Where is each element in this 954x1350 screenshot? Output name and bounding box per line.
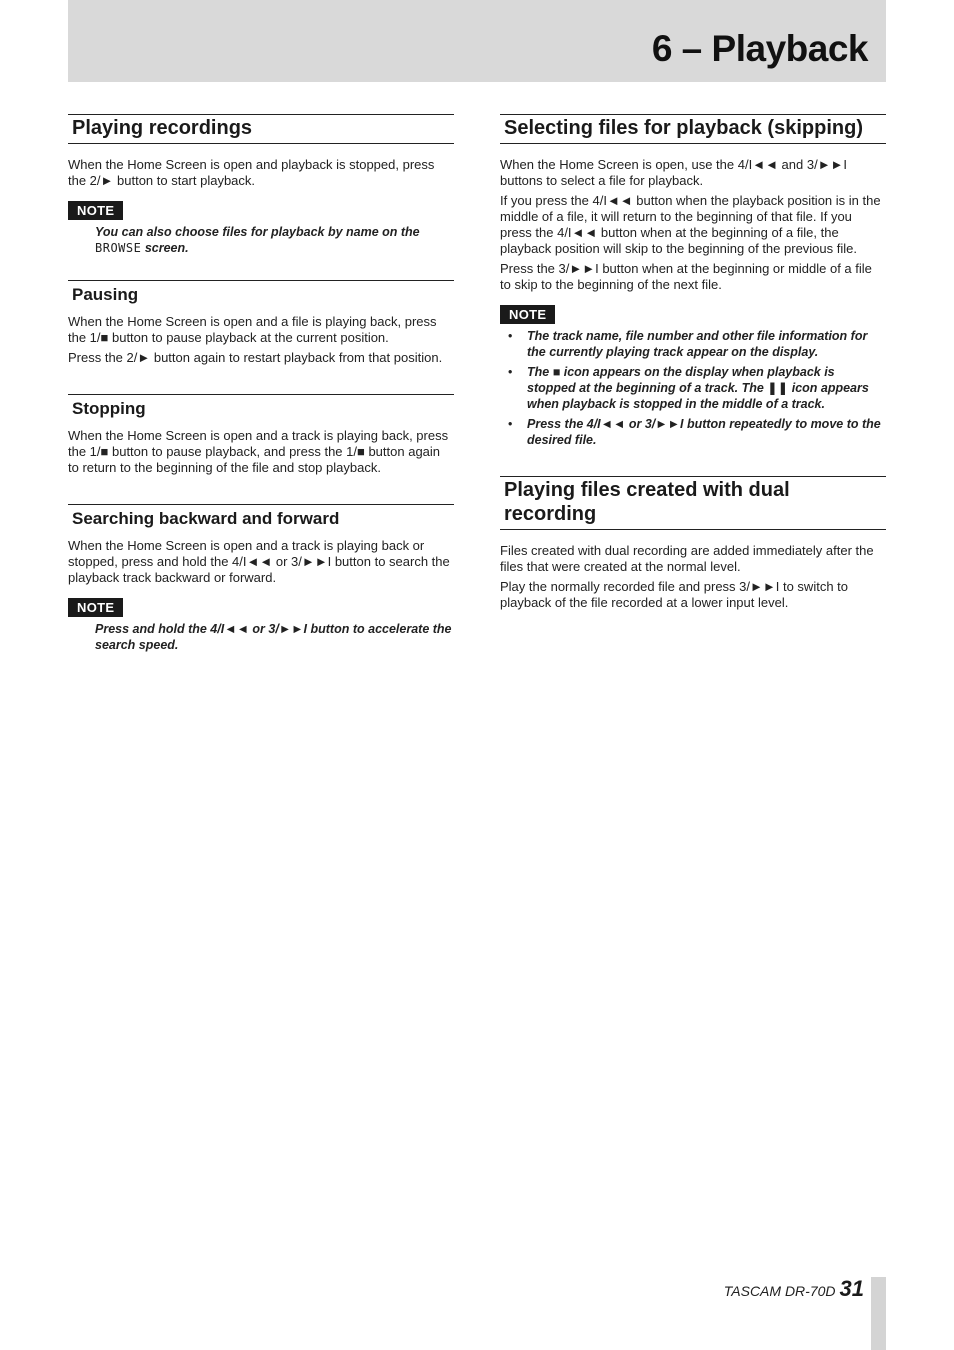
paragraph: When the Home Screen is open and playback is stopped, press the 2/► button to start playback. [68,157,435,188]
section-playing-recordings [68,114,454,256]
heading-playing-recordings: Playing recordings [68,114,454,144]
section-selecting-files [500,114,886,448]
paragraph: Files created with dual recording are added immediately after the files that were created at the normal level. [500,543,874,574]
bullet-icon: • [508,365,513,379]
heading-dual-recording: Playing files created with dual recording [500,476,886,530]
paragraph: When the Home Screen is open and a track is playing back or stopped, press and hold the 4/I◄◄ or 3/►►I button to search the playback track backward or forward. [68,538,450,585]
heading-pausing: Pausing [68,280,454,306]
paragraph: Play the normally recorded file and press 3/►►I to switch to playback of the file recorded at a lower input level. [500,579,848,610]
note-list-item: • Press the 4/I◄◄ or 3/►►I button repeatedly to move to the desired file. [508,417,881,447]
section-dual-recording [500,476,886,611]
note-text [95,224,454,256]
note-list-item: • The ■ icon appears on the display when playback is stopped at the beginning of a track. The ❚❚ icon appears when playback is stopped in the middle of a track. [508,365,869,411]
page-footer [700,1276,864,1302]
paragraph: When the Home Screen is open, use the 4/I◄◄ and 3/►►I buttons to select a file for playback. [500,157,848,188]
note-text-post: screen. [141,241,189,255]
paragraph: Press the 3/►►I button when at the beginning or middle of a file to skip to the beginning of the next file. [500,261,872,292]
paragraph: Press the 2/► button again to restart playback from that position. [68,350,443,365]
browse-screen-label: BROWSE [95,241,142,255]
bullet-icon: • [508,417,513,431]
right-column [500,114,886,615]
note-text-pre: You can also choose files for playback by name on the [95,225,420,239]
chapter-header-band [68,0,886,82]
heading-selecting-files: Selecting files for playback (skipping) [500,114,886,144]
bullet-icon: • [508,329,513,343]
note-badge: NOTE [68,201,123,220]
note-text: Press and hold the 4/I◄◄ or 3/►►I button to accelerate the search speed. [95,622,452,652]
section-stopping [68,394,454,476]
section-pausing [68,280,454,366]
heading-searching: Searching backward and forward [68,504,454,530]
footer-brand: TASCAM DR-70D [723,1283,836,1299]
note-list-item: • The track name, file number and other file information for the currently playing track appear on the display. [508,329,868,359]
paragraph: If you press the 4/I◄◄ button when the playback position is in the middle of a file, it will return to the beginning of that file. If you press the 4/I◄◄ button when at the beginning of a file, the playback position will skip to the beginning of the previous file. [500,193,881,256]
note-list [500,328,886,448]
note-badge: NOTE [68,598,123,617]
left-column [68,114,454,653]
page-number: 31 [839,1276,864,1301]
heading-stopping: Stopping [68,394,454,420]
note-badge: NOTE [500,305,555,324]
paragraph: When the Home Screen is open and a file is playing back, press the 1/■ button to pause playback at the current position. [68,314,437,345]
chapter-title: 6 – Playback [651,28,868,69]
footer-tab-bar [871,1277,886,1350]
paragraph: When the Home Screen is open and a track is playing back, press the 1/■ button to pause playback, and press the 1/■ button again to return to the beginning of the file and stop playback. [68,428,449,475]
section-searching [68,504,454,653]
